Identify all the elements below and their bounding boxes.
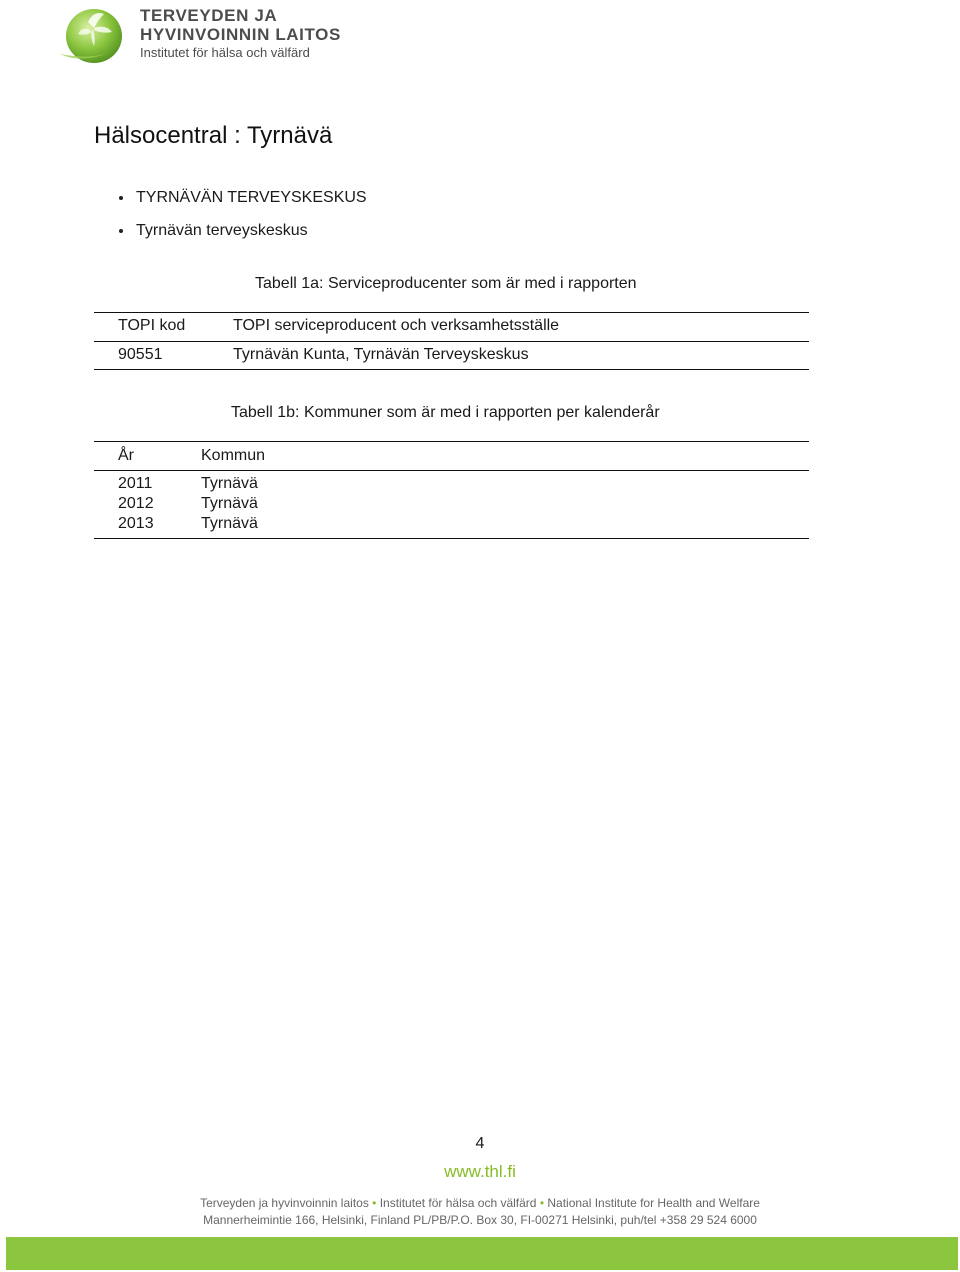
table-1b-bottom-rule <box>94 538 809 539</box>
table-1b-header-municipality: Kommun <box>201 447 266 464</box>
table-1b-cell-municipality: Tyrnävä <box>201 515 258 532</box>
thl-logo-text <box>140 6 341 61</box>
table-1a-bottom-rule <box>94 369 809 370</box>
page-number: 4 <box>475 1135 485 1152</box>
list-item: TYRNÄVÄN TERVEYSKESKUS <box>116 188 367 221</box>
list-item: Tyrnävän terveyskeskus <box>116 221 367 254</box>
table-1b-header-rule <box>94 470 809 471</box>
footer-url[interactable]: www.thl.fi <box>444 1162 516 1181</box>
table-1a-header-producer: TOPI serviceproducent och verksamhetsställe <box>233 317 560 334</box>
org-name-line2: HYVINVOINNIN LAITOS <box>140 25 341 44</box>
unit-list <box>116 188 367 254</box>
table-1a-caption: Tabell 1a: Serviceproducenter som är med i rapporten <box>255 275 637 292</box>
table-1a-header-code: TOPI kod <box>118 317 186 334</box>
table-1b-header-year: År <box>118 447 134 464</box>
table-1b-caption: Tabell 1b: Kommuner som är med i rapporten per kalenderår <box>231 404 660 421</box>
separator-dot-icon: • <box>372 1196 377 1210</box>
table-1a-top-rule <box>94 312 809 313</box>
table-1b-cell-municipality: Tyrnävä <box>201 475 258 492</box>
table-1b-cell-year: 2012 <box>118 495 154 512</box>
footer-org-en: National Institute for Health and Welfare <box>547 1196 760 1210</box>
footer-org-line <box>0 1196 960 1210</box>
footer-org-fi: Terveyden ja hyvinvoinnin laitos <box>200 1196 369 1210</box>
table-1b-cell-year: 2011 <box>118 475 153 492</box>
table-1b-top-rule <box>94 441 809 442</box>
table-1a-cell-producer: Tyrnävän Kunta, Tyrnävän Terveyskeskus <box>233 346 529 363</box>
thl-logo-icon <box>50 2 130 66</box>
footer-address-line: Mannerheimintie 166, Helsinki, Finland PL/PB/P.O. Box 30, FI-00271 Helsinki, puh/tel +358 29 524 6000 <box>203 1213 757 1227</box>
footer-green-bar <box>6 1237 958 1270</box>
footer-org-sv: Institutet för hälsa och välfärd <box>379 1196 537 1210</box>
page-title: Hälsocentral : Tyrnävä <box>94 122 333 149</box>
table-1a-header-rule <box>94 341 809 342</box>
table-1a-cell-code: 90551 <box>118 346 163 363</box>
table-1b-cell-municipality: Tyrnävä <box>201 495 258 512</box>
org-name-line3: Institutet för hälsa och välfärd <box>140 45 310 60</box>
org-name-line1: TERVEYDEN JA <box>140 6 278 25</box>
separator-dot-icon: • <box>539 1196 545 1210</box>
table-1b-cell-year: 2013 <box>118 515 154 532</box>
